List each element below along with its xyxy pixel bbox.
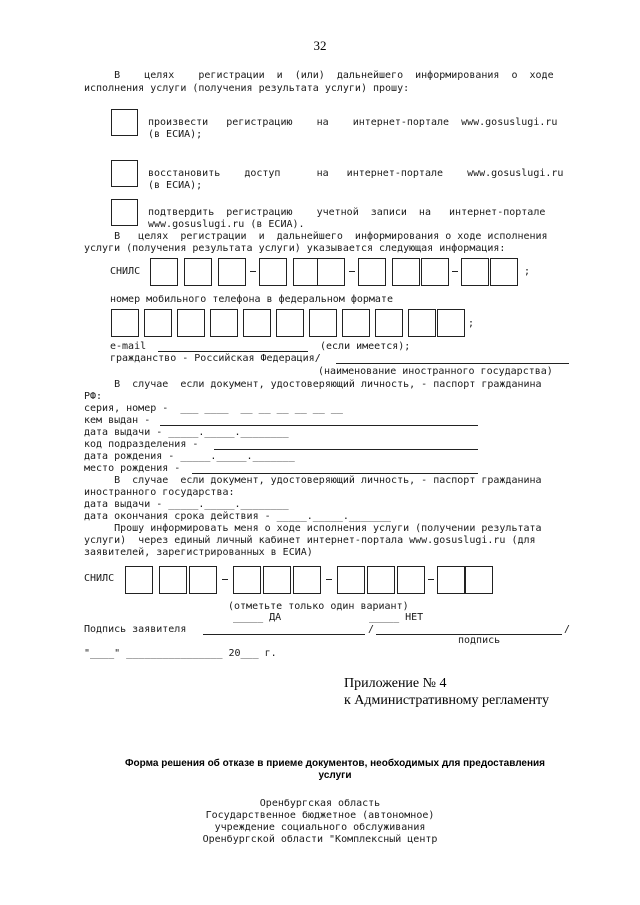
- option-register-checkbox[interactable]: [111, 109, 138, 136]
- snils-digit-box[interactable]: [184, 258, 212, 286]
- passport-rf-issue-date: дата выдачи - _____._____.________: [84, 427, 289, 438]
- phone-end: ;: [468, 318, 475, 329]
- phone-digit-box[interactable]: [309, 309, 337, 337]
- info-intro-line-2: услуги (получения результата услуги) указывается следующая информация:: [84, 243, 506, 254]
- notify-request-line-3: заявителей, зарегистрированных в ЕСИА): [84, 547, 313, 558]
- snils-label-2: СНИЛС: [84, 573, 115, 584]
- citizenship-label: гражданство - Российская Федерация/: [110, 353, 321, 364]
- passport-rf-line-1: В случае если документ, удостоверяющий личность, - паспорт гражданина: [84, 379, 542, 390]
- signature-end-slash: /: [564, 624, 571, 635]
- appendix-subtitle: к Административному регламенту: [344, 693, 549, 708]
- snils-label: СНИЛС: [110, 266, 141, 277]
- choose-one-note: (отметьте только один вариант): [228, 601, 409, 612]
- snils-digit-box[interactable]: [337, 566, 365, 594]
- snils-digit-box[interactable]: [293, 566, 321, 594]
- snils-digit-box[interactable]: [263, 566, 291, 594]
- org-line-2: Государственное бюджетное (автономное): [205, 810, 435, 821]
- option-restore-line-1: восстановить доступ на интернет-портале www.gosuslugi.ru: [148, 168, 564, 179]
- intro-line-1: В целях регистрации и (или) дальнейшего информирования о ходе: [84, 70, 554, 81]
- passport-foreign-expiry-date: дата окончания срока действия - _____._____._______: [84, 511, 392, 522]
- form-title-line-2: услуги: [318, 770, 352, 781]
- citizenship-field[interactable]: [336, 363, 569, 364]
- signature-caption: подпись: [458, 635, 501, 646]
- issued-by-field[interactable]: [160, 425, 478, 426]
- snils-digit-box[interactable]: [465, 566, 493, 594]
- appendix-title: Приложение № 4: [344, 676, 447, 691]
- snils-separator: [326, 579, 332, 580]
- passport-rf-issued-by-label: кем выдан -: [84, 415, 151, 426]
- snils-end: ;: [524, 266, 531, 277]
- snils-digit-box[interactable]: [421, 258, 449, 286]
- snils-digit-box[interactable]: [490, 258, 518, 286]
- no-option[interactable]: _____ НЕТ: [369, 612, 424, 623]
- passport-rf-birth-place-label: место рождения -: [84, 463, 181, 474]
- option-confirm-line-1: подтвердить регистрацию учетной записи на интернет-портале: [148, 207, 546, 218]
- snils-digit-box[interactable]: [437, 566, 465, 594]
- notify-request-line-2: услуги) через единый личный кабинет интернет-портала www.gosuslugi.ru (для: [84, 535, 536, 546]
- phone-digit-box[interactable]: [276, 309, 304, 337]
- phone-digit-box[interactable]: [111, 309, 139, 337]
- snils-separator: [349, 271, 355, 272]
- snils-separator: [428, 579, 434, 580]
- snils-digit-box[interactable]: [218, 258, 246, 286]
- phone-digit-box[interactable]: [375, 309, 403, 337]
- phone-label: номер мобильного телефона в федеральном формате: [110, 294, 393, 305]
- passport-rf-birth-date: дата рождения - _____._____._______: [84, 451, 295, 462]
- org-line-3: учреждение социального обслуживания: [214, 822, 426, 833]
- phone-digit-box[interactable]: [210, 309, 238, 337]
- division-code-field[interactable]: [214, 449, 478, 450]
- signature-slash: /: [368, 624, 375, 635]
- option-confirm-line-2: www.gosuslugi.ru (в ЕСИА).: [148, 219, 305, 230]
- signature-label: Подпись заявителя: [84, 624, 187, 635]
- passport-foreign-issue-date: дата выдачи - _____._____.________: [84, 499, 289, 510]
- passport-foreign-line-1: В случае если документ, удостоверяющий личность, - паспорт гражданина: [84, 475, 542, 486]
- page-number: 32: [313, 38, 327, 53]
- signature-field[interactable]: [203, 634, 365, 635]
- snils-digit-box[interactable]: [397, 566, 425, 594]
- email-field[interactable]: [158, 351, 308, 352]
- phone-digit-box[interactable]: [408, 309, 436, 337]
- snils-digit-box[interactable]: [461, 258, 489, 286]
- form-title-line-1: Форма решения об отказе в приеме документов, необходимых для предоставления: [124, 758, 546, 769]
- yes-option[interactable]: _____ ДА: [233, 612, 282, 623]
- phone-digit-box[interactable]: [144, 309, 172, 337]
- snils-separator: [250, 271, 256, 272]
- date-line: "____" ________________ 20___ г.: [84, 648, 277, 659]
- option-restore-line-2: (в ЕСИА);: [148, 180, 203, 191]
- snils-digit-box[interactable]: [233, 566, 261, 594]
- org-line-1: Оренбургская область: [259, 798, 381, 809]
- snils-digit-box[interactable]: [259, 258, 287, 286]
- snils-separator: [222, 579, 228, 580]
- option-register-line-2: (в ЕСИА);: [148, 129, 203, 140]
- phone-digit-box[interactable]: [437, 309, 465, 337]
- snils-digit-box[interactable]: [392, 258, 420, 286]
- snils-digit-box[interactable]: [317, 258, 345, 286]
- snils-digit-box[interactable]: [150, 258, 178, 286]
- citizenship-caption: (наименование иностранного государства): [318, 366, 553, 377]
- info-intro-line-1: В целях регистрации и дальнейшего информирования о ходе исполнения: [84, 231, 548, 242]
- snils-digit-box[interactable]: [125, 566, 153, 594]
- option-confirm-checkbox[interactable]: [111, 199, 138, 226]
- passport-rf-series: серия, номер - ___ ____ __ __ __ __ __ __: [84, 403, 343, 414]
- phone-digit-box[interactable]: [177, 309, 205, 337]
- passport-foreign-line-2: иностранного государства:: [84, 487, 235, 498]
- org-line-4: Оренбургской области "Комплексный центр: [202, 834, 438, 845]
- passport-rf-line-2: РФ:: [84, 391, 103, 402]
- snils-digit-box[interactable]: [159, 566, 187, 594]
- phone-digit-box[interactable]: [243, 309, 271, 337]
- birth-place-field[interactable]: [192, 473, 478, 474]
- option-register-line-1: произвести регистрацию на интернет-портале www.gosuslugi.ru: [148, 117, 558, 128]
- snils-digit-box[interactable]: [189, 566, 217, 594]
- snils-separator: [452, 271, 458, 272]
- passport-rf-division-label: код подразделения -: [84, 439, 199, 450]
- option-restore-checkbox[interactable]: [111, 160, 138, 187]
- snils-digit-box[interactable]: [367, 566, 395, 594]
- email-label: e-mail: [110, 341, 147, 352]
- intro-line-2: исполнения услуги (получения результата услуги) прошу:: [84, 83, 410, 94]
- phone-digit-box[interactable]: [342, 309, 370, 337]
- notify-request-line-1: Прошу информировать меня о ходе исполнения услуги (получении результата: [84, 523, 542, 534]
- email-suffix: (если имеется);: [320, 341, 411, 352]
- snils-digit-box[interactable]: [358, 258, 386, 286]
